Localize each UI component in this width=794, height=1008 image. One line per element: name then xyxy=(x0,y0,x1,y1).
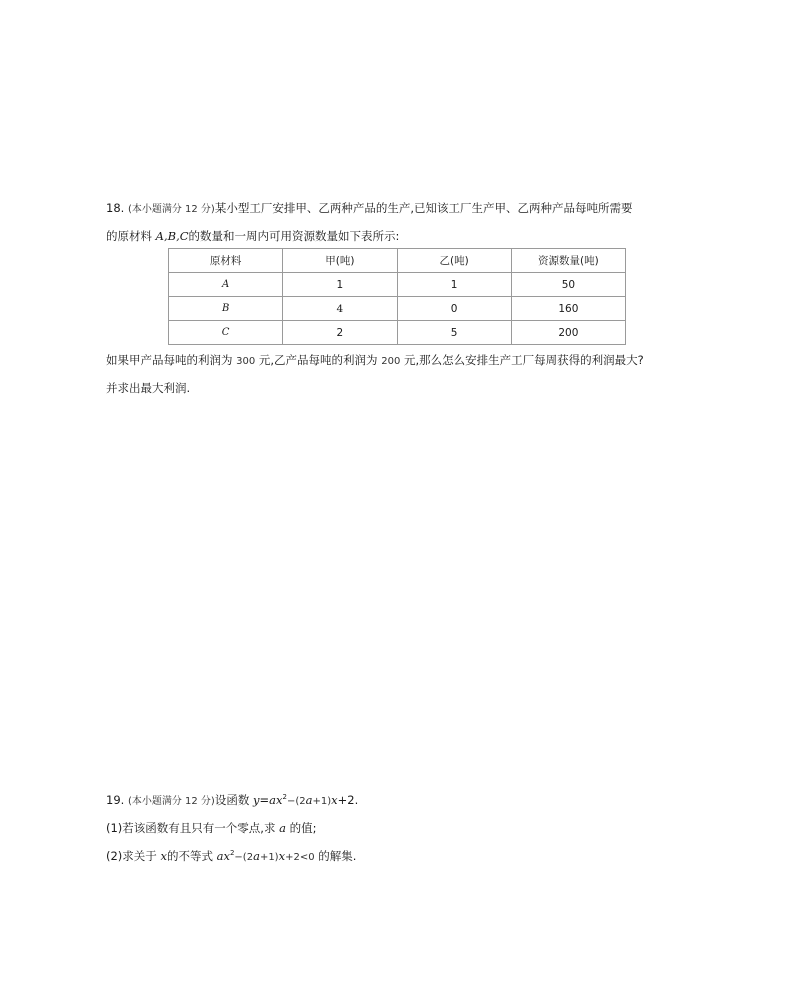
q19-plus-one-paren: +1) xyxy=(312,796,332,807)
q18-materials-list: A,B,C xyxy=(155,229,189,243)
q19-plus-two: +2. xyxy=(337,793,359,807)
q18-line2-suffix: 的数量和一周内可用资源数量如下表所示: xyxy=(188,229,400,243)
table-row xyxy=(169,321,626,345)
header-jia: 甲(吨) xyxy=(283,249,397,273)
q18-profit-yi: 200 xyxy=(381,356,401,367)
cell-yi: 0 xyxy=(397,297,511,321)
q19-eq-sign: = xyxy=(259,793,270,807)
q19-ineq-a: a xyxy=(253,849,260,863)
q18-question-line-1 xyxy=(106,352,644,370)
q19-part1-prefix: (1)若该函数有且只有一个零点,求 xyxy=(106,821,276,835)
cell-amount: 160 xyxy=(511,297,625,321)
q19-number: 19. xyxy=(106,793,125,807)
table-header-row xyxy=(169,249,626,273)
q19-ax: ax xyxy=(269,793,283,807)
q19-score-note: (本小题满分 12 分) xyxy=(127,796,215,807)
header-amount: 资源数量(吨) xyxy=(511,249,625,273)
cell-jia: 1 xyxy=(283,273,397,297)
q19-part1-line xyxy=(106,820,317,836)
cell-material: C xyxy=(169,321,283,345)
q19-ineq-x: x xyxy=(278,849,286,863)
q18-profit-jia: 300 xyxy=(236,356,256,367)
cell-amount: 200 xyxy=(511,321,625,345)
q18-question-line-2 xyxy=(106,380,190,396)
cell-material: A xyxy=(169,273,283,297)
q19-ineq-minus-paren: −(2 xyxy=(234,852,254,863)
q19-minus-paren: −(2 xyxy=(286,796,306,807)
q19-part2-line xyxy=(106,848,356,866)
q18-score-note: (本小题满分 12 分) xyxy=(127,204,215,215)
cell-material: B xyxy=(169,297,283,321)
q18-line1-text: 某小型工厂安排甲、乙两种产品的生产,已知该工厂生产甲、乙两种产品每吨所需要 xyxy=(214,201,633,215)
table-row xyxy=(169,297,626,321)
q19-var-y: y xyxy=(253,793,260,807)
cell-yi: 1 xyxy=(397,273,511,297)
header-yi: 乙(吨) xyxy=(397,249,511,273)
q19-ineq-exp: 2 xyxy=(229,849,235,857)
q19-ineq-tail: +2<0 xyxy=(285,852,315,863)
cell-jia: 4 xyxy=(283,297,397,321)
q18-line2-prefix: 的原材料 xyxy=(106,229,152,243)
q19-part2-mid: 的不等式 xyxy=(166,849,213,863)
cell-yi: 5 xyxy=(397,321,511,345)
q19-ineq-ax: ax xyxy=(216,849,230,863)
q18-question-c: 元,那么怎么安排生产工厂每周获得的利润最大? xyxy=(403,353,644,367)
q19-part2-prefix: (2)求关于 xyxy=(106,849,157,863)
q19-part1-var: a xyxy=(279,821,286,835)
q18-question-b: 元,乙产品每吨的利润为 xyxy=(258,353,378,367)
q18-line-2 xyxy=(106,228,399,244)
q19-x: x xyxy=(331,793,338,807)
q19-a: a xyxy=(305,793,313,807)
resource-table xyxy=(168,248,626,345)
q19-exp: 2 xyxy=(282,793,287,801)
q19-intro: 设函数 xyxy=(214,793,250,807)
q18-number: 18. xyxy=(106,201,125,215)
q18-question-a: 如果甲产品每吨的利润为 xyxy=(106,353,233,367)
cell-amount: 50 xyxy=(511,273,625,297)
q18-question-line2: 并求出最大利润. xyxy=(106,381,191,395)
q19-part2-suffix: 的解集. xyxy=(318,849,357,863)
q19-ineq-plus-one-paren: +1) xyxy=(259,852,279,863)
q19-line-1 xyxy=(106,792,358,810)
q19-part2-var: x xyxy=(160,849,167,863)
header-material: 原材料 xyxy=(169,249,283,273)
table-row xyxy=(169,273,626,297)
cell-jia: 2 xyxy=(283,321,397,345)
q18-line-1 xyxy=(106,200,633,218)
q19-part1-suffix: 的值; xyxy=(289,821,317,835)
